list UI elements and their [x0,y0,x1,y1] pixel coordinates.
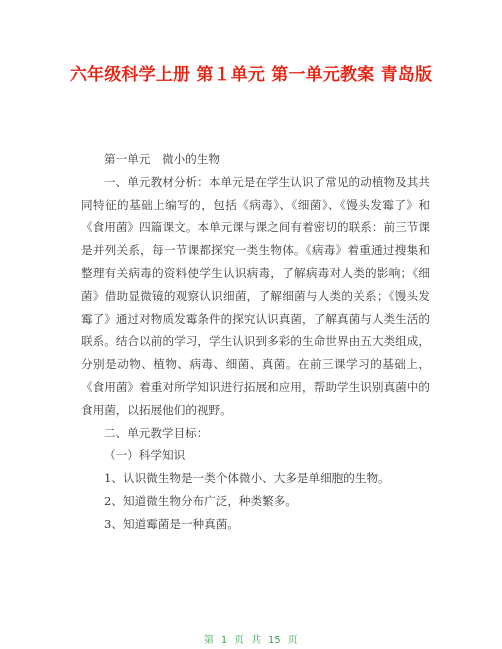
teaching-material-analysis-paragraph: 一、单元教材分析：本单元是在学生认识了常见的动植物及其共同特征的基础上编写的，包括《病毒》、《细菌》、《馒头发霉了》和《食用菌》四篇课文。本单元课与课之间有着密切的联系：前三节课是并列关系，每一节课都探究一类生物体。《病毒》着重通过搜集和整理有关病毒的资料使学生认识病毒，了解病毒对人类的影响；《细菌》借助显微镜的观察认识细菌，了解细菌与人类的关系；《馒头发霉了》通过对物质发霉条件的探究认识真菌，了解真菌与人类生活的联系。结合以前的学习，学生认识到多彩的生命世界由五大类组成，分别是动物、植物、病毒、细菌、真菌。在前三课学习的基础上，《食用菌》着重对所学知识进行拓展和应用，帮助学生识别真菌中的食用菌，以拓展他们的视野。 [81,174,430,417]
science-knowledge-subheading: （一）科学知识 [104,448,186,463]
unit-heading: 第一单元 微小的生物 [104,152,220,166]
teaching-objectives-heading: 二、单元教学目标： [104,425,209,440]
page-number-footer: 第 1 页 共 15 页 [203,635,299,646]
objective-item-3: 3、知道霉菌是一种真菌。 [104,516,239,531]
objective-item-1: 1、认识微生物是一类个体微小、大多是单细胞的生物。 [104,471,390,486]
document-body [81,148,430,536]
document-title: 六年级科学上册 第１单元 第一单元教案 青岛版 [69,65,433,85]
objective-item-2: 2、知道微生物分布广泛，种类繁多。 [104,493,297,508]
